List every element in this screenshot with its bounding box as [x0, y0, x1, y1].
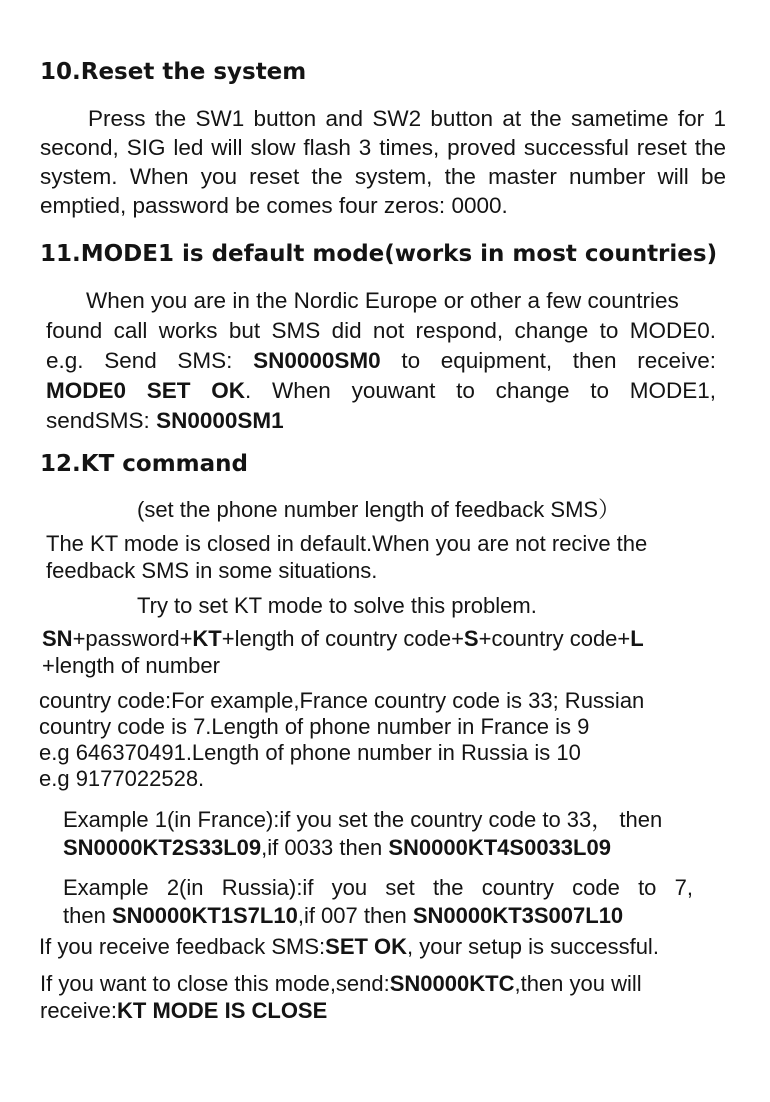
- command-code: SN0000SM1: [156, 408, 284, 433]
- section-11-body: [46, 286, 716, 436]
- response-code: MODE0 SET OK: [46, 378, 246, 403]
- section-12-subtitle: (set the phone number length of feedback SMS）: [137, 497, 621, 522]
- text-line: [42, 625, 644, 652]
- close-mode-instructions: [40, 970, 642, 1024]
- kt-intro: [46, 530, 647, 584]
- text-line: emptied, password be comes four zeros: 0000.: [40, 193, 508, 218]
- text-line: [46, 346, 716, 376]
- text-span: sendSMS:: [46, 408, 157, 433]
- text-line: country code is 7.Length of phone number in France is 9: [39, 714, 590, 739]
- command-code: SN0000KTC: [389, 971, 515, 996]
- text-line: Example 2(in Russia):if you set the country code to 7,: [63, 875, 693, 900]
- response-code: SET OK: [325, 934, 408, 959]
- text-span: receive:: [40, 998, 118, 1023]
- section-10-body: [40, 104, 726, 220]
- text-line: [40, 997, 642, 1024]
- text-line: found call works but SMS did not respond, change to MODE0.: [46, 318, 716, 343]
- format-token: S: [463, 626, 479, 651]
- text-line: The KT mode is closed in default.When you are not recive the: [46, 531, 648, 556]
- example-1: [63, 806, 662, 862]
- section-12-title: 12.KT command: [40, 451, 248, 477]
- text-line: [46, 406, 716, 436]
- format-token: KT: [192, 626, 222, 651]
- section-10-title: 10.Reset the system: [40, 59, 307, 85]
- country-code-explanation: [39, 688, 644, 792]
- text-span: If you receive feedback SMS:: [39, 934, 326, 959]
- text-line: +length of number: [42, 653, 220, 678]
- response-code: KT MODE IS CLOSE: [117, 998, 328, 1023]
- format-token: L: [630, 626, 644, 651]
- text-line: [63, 902, 693, 930]
- kt-format: [42, 625, 644, 679]
- format-token: SN: [42, 626, 73, 651]
- command-code: SN0000KT1S7L10: [111, 903, 298, 928]
- text-span: +country code+: [478, 626, 631, 651]
- text-line: e.g 646370491.Length of phone number in Russia is 10: [39, 740, 581, 765]
- text-line: [63, 834, 662, 862]
- feedback-line: [39, 934, 659, 960]
- text-line: system. When you reset the system, the master number will be: [40, 164, 726, 189]
- text-line: [46, 376, 716, 406]
- example-2: [63, 874, 693, 930]
- text-line: country code:For example,France country code is 33; Russian: [39, 688, 645, 713]
- command-code: SN0000SM0: [253, 348, 381, 373]
- text-line: feedback SMS in some situations.: [46, 558, 378, 583]
- text-line: Press the SW1 button and SW2 button at the sametime for 1: [88, 106, 726, 131]
- command-code: SN0000KT3S007L10: [412, 903, 624, 928]
- command-code: SN0000KT2S33L09: [63, 835, 262, 860]
- text-span: ,if 007 then: [297, 903, 413, 928]
- command-code: SN0000KT4S0033L09: [388, 835, 611, 860]
- text-span: +length of country code+: [221, 626, 464, 651]
- text-span: ,then you will: [514, 971, 642, 996]
- text-span: then: [63, 903, 112, 928]
- text-line: Example 1(in France):if you set the country code to 33， then: [63, 807, 663, 832]
- text-span: to equipment, then receive:: [380, 348, 717, 373]
- text-line: e.g 9177022528.: [39, 766, 205, 791]
- text-line: When you are in the Nordic Europe or other a few countries: [86, 288, 679, 313]
- text-span: . When youwant to change to MODE1,: [245, 378, 716, 403]
- text-line: second, SIG led will slow flash 3 times, proved successful reset the: [40, 135, 726, 160]
- text-span: +password+: [72, 626, 193, 651]
- text-span: If you want to close this mode,send:: [40, 971, 390, 996]
- section-11-title: 11.MODE1 is default mode(works in most countries): [40, 241, 718, 267]
- kt-try-line: Try to set KT mode to solve this problem.: [137, 593, 537, 618]
- text-span: , your setup is successful.: [407, 934, 659, 959]
- text-span: ,if 0033 then: [261, 835, 389, 860]
- text-span: e.g. Send SMS:: [46, 348, 254, 373]
- text-line: [40, 970, 642, 997]
